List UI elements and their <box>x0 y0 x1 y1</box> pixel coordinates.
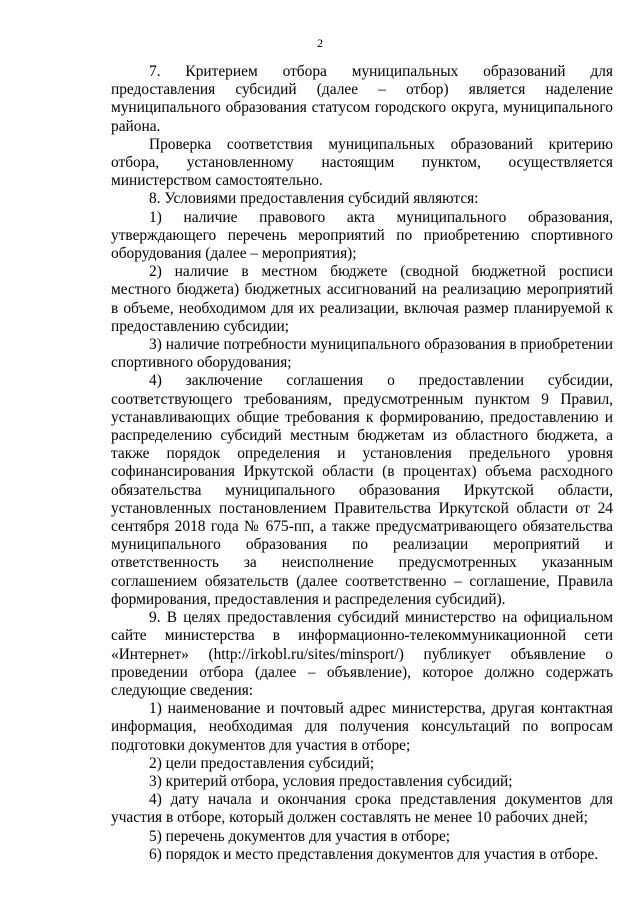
announcement-item-2: 2) цели предоставления субсидий; <box>149 754 375 772</box>
paragraph-8-conditions: 8. Условиями предоставления субсидий являются: <box>149 190 479 208</box>
paragraph-criterion-check: Проверка соответствия муниципальных образований критерию отбора, установленному настоящим пунктом, осуществляется министерством самостоятельно. <box>111 135 613 190</box>
announcement-item-4: 4) дату начала и окончания срока представления документов для участия в отборе, который должен составлять не менее 10 рабочих дней; <box>111 791 613 827</box>
condition-item-1: 1) наличие правового акта муниципального образования, утверждающего перечень мероприятий по приобретению спортивного оборудования (далее – мероприятия); <box>111 208 613 263</box>
condition-item-4: 4) заключение соглашения о предоставлении субсидии, соответствующего требованиям, предусмотренным пунктом 9 Правил, устанавливающих общие требования к формированию, предоставлению и распределению субсидий местным бюджетам из областного бюджета, а также порядок определения и установления предельного уровня софинансирования Иркутской области (в процентах) объема расходного обязательства муниципального образования Иркутской области, установленных постановлением Правительства Иркутской области от 24 сентября 2018 года № 675-пп, а также предусматривающего обязательства муниципального образования по реализации мероприятий и ответственность за неисполнение предусмотренных указанным соглашением обязательств (далее соответственно – соглашение, Правила формирования, предоставления и распределения субсидий). <box>111 372 613 608</box>
document-body <box>111 63 613 864</box>
paragraph-9-announcement: 9. В целях предоставления субсидий министерство на официальном сайте министерства в информационно-телекоммуникационной сети «Интернет» (http://irkobl.ru/sites/minsport/) публикует объявление о проведении отбора (далее – объявление), которое должно содержать следующие сведения: <box>111 609 613 699</box>
condition-item-3: 3) наличие потребности муниципального образования в приобретении спортивного оборудования; <box>111 336 613 372</box>
announcement-item-3: 3) критерий отбора, условия предоставления субсидий; <box>149 772 513 790</box>
page-number: 2 <box>317 36 323 50</box>
announcement-item-5: 5) перечень документов для участия в отборе; <box>149 827 451 845</box>
paragraph-7-criterion: 7. Критерием отбора муниципальных образований для предоставления субсидий (далее – отбор) является наделение муниципального образования статусом городского округа, муниципального района. <box>111 63 613 135</box>
announcement-item-1: 1) наименование и почтовый адрес министерства, другая контактная информация, необходимая для получения консультаций по вопросам подготовки документов для участия в отборе; <box>111 700 613 754</box>
condition-item-2: 2) наличие в местном бюджете (сводной бюджетной росписи местного бюджета) бюджетных ассигнований на реализацию мероприятий в объеме, необходимом для их реализации, включая размер планируемой к предоставлению субсидии; <box>111 263 613 335</box>
announcement-item-6: 6) порядок и место представления документов для участия в отборе. <box>149 845 599 863</box>
